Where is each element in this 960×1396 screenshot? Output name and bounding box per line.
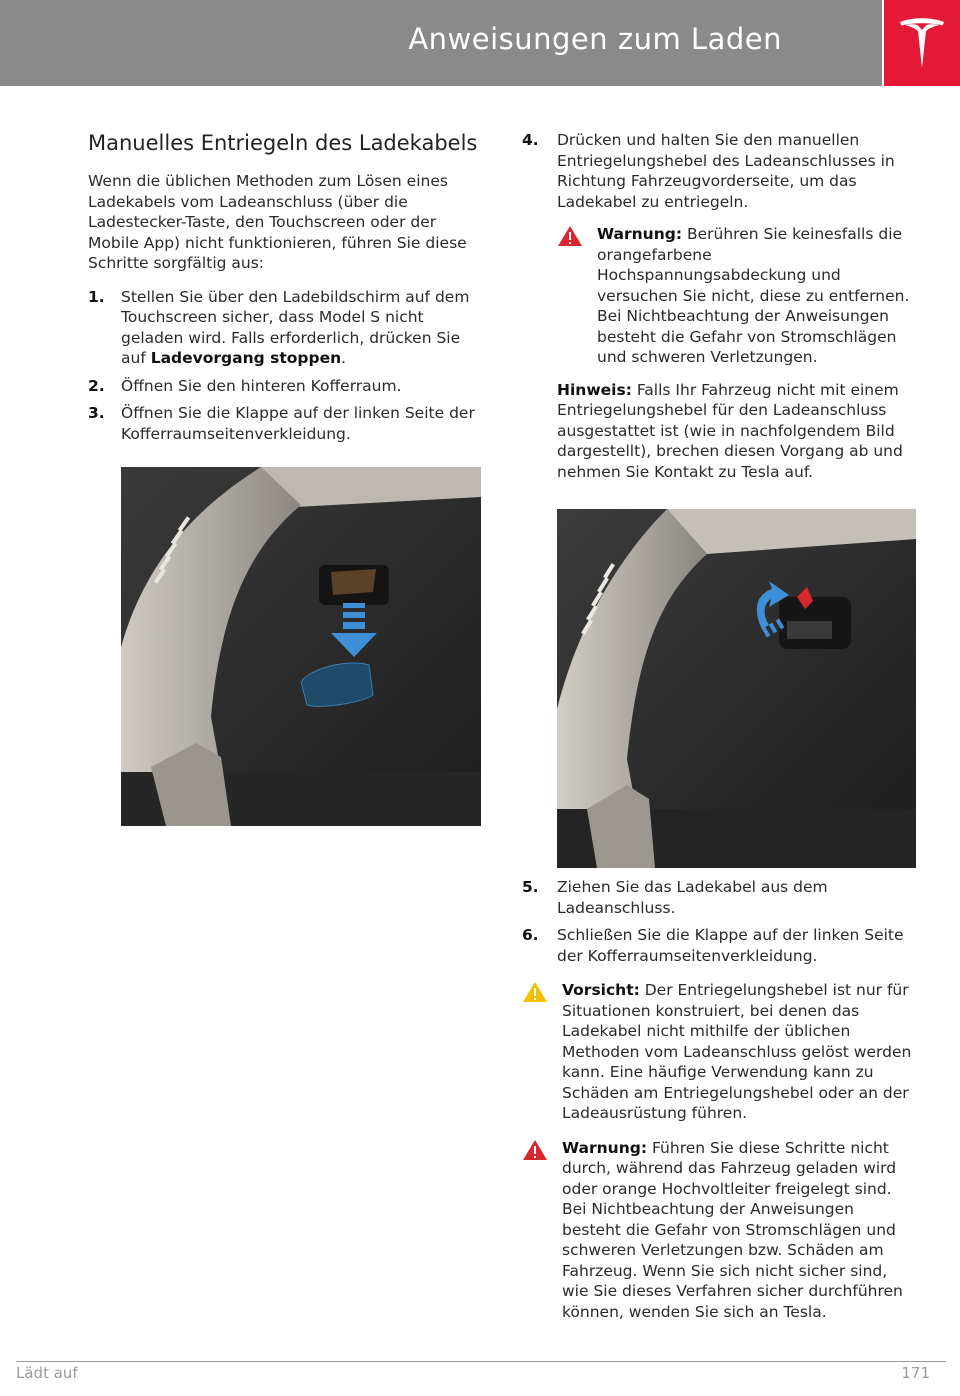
- warning-label: Warnung:: [597, 225, 683, 243]
- step-3: [88, 403, 483, 444]
- note-text: Falls Ihr Fahrzeug nicht mit einem Entriegelungshebel für den Ladeanschluss ausgestattet ist (wie in nachfolgendem Bild dargestellt), brechen diesen Vorgang ab und nehmen Sie Kontakt zu Tesla auf.: [557, 380, 903, 481]
- header-bar: [0, 0, 882, 86]
- steps-list: [88, 287, 483, 445]
- step-number: 2.: [88, 376, 105, 395]
- step-number: 6.: [522, 926, 539, 944]
- page-title: Anweisungen zum Laden: [408, 22, 782, 56]
- step-1: [88, 287, 483, 369]
- warning-text: Führen Sie diese Schritte nicht durch, während das Fahrzeug geladen wird oder orange Hochvoltleiter freigelegt sind. Bei Nichtbeachtung der Anweisungen besteht die Gefahr von Stromschlägen und schweren Verletzungen bzw. Schäden am Fahrzeug. Wenn Sie sich nicht sicher sind, wie Sie dieses Verfahren sicher durchführen können, wenden Sie sich an Tesla.: [562, 1138, 903, 1321]
- trunk-flap-photo: [121, 467, 481, 826]
- tesla-logo-icon: [898, 16, 946, 70]
- page-number: 171: [901, 1364, 930, 1382]
- caution-text: Der Entriegelungshebel ist nur für Situationen konstruiert, bei denen das Ladekabel nicht mithilfe der üblichen Methoden vom Ladeanschluss gelöst werden kann. Eine häufige Verwendung kann zu Schäden am Entriegelungshebel oder an der Ladeausrüstung führen.: [562, 981, 912, 1122]
- step-text: Öffnen Sie die Klappe auf der linken Seite der Kofferraumseitenverkleidung.: [121, 404, 475, 443]
- left-column: [88, 130, 483, 451]
- caution-icon: [522, 981, 548, 1003]
- step-text: Stellen Sie über den Ladebildschirm auf dem Touchscreen sicher, dass Model S nicht geladen wird. Falls erforderlich, drücken Sie auf: [121, 287, 470, 367]
- step-number: 4.: [522, 131, 539, 149]
- step-text: Drücken und halten Sie den manuellen Entriegelungshebel des Ladeanschlusses in Richtung Fahrzeugvorderseite, um das Ladekabel zu entriegeln.: [557, 131, 895, 211]
- step-text: Öffnen Sie den hinteren Kofferraum.: [121, 376, 402, 395]
- step-5: [522, 877, 917, 918]
- note-label: Hinweis:: [557, 380, 632, 399]
- section-title: Manuelles Entriegeln des Ladekabels: [88, 131, 478, 155]
- release-lever-photo: [557, 509, 916, 868]
- step-number: 3.: [88, 404, 105, 422]
- step-number: 1.: [88, 287, 105, 306]
- footer-section: Lädt auf: [16, 1364, 78, 1382]
- warning-icon: [522, 1139, 548, 1161]
- brand-logo: [884, 0, 960, 86]
- right-column: [522, 130, 917, 482]
- caution-label: Vorsicht:: [562, 981, 640, 999]
- step-bold-text: Ladevorgang stoppen: [150, 349, 342, 367]
- step-text-end: .: [341, 349, 347, 367]
- warning-notice: [557, 224, 917, 368]
- step-text: Ziehen Sie das Ladekabel aus dem Ladeanschluss.: [557, 878, 828, 917]
- step-2: [88, 376, 483, 397]
- step-number: 5.: [522, 878, 539, 896]
- right-column-lower: [522, 877, 917, 1322]
- intro-paragraph: Wenn die üblichen Methoden zum Lösen eines Ladekabels vom Ladeanschluss (über die Ladestecker-Taste, den Touchscreen oder der Mobile App) nicht funktionieren, führen Sie diese Schritte sorgfältig aus:: [88, 172, 467, 272]
- caution-notice: [522, 980, 917, 1124]
- warning-notice-2: [522, 1138, 917, 1323]
- warning-icon: [557, 225, 583, 247]
- footer-divider: [16, 1361, 946, 1362]
- step-4: [522, 130, 917, 212]
- warning-text: Berühren Sie keinesfalls die orangefarbene Hochspannungsabdeckung und versuchen Sie nicht, diese zu entfernen. Bei Nichtbeachtung der Anweisungen besteht die Gefahr von Stromschlägen und schweren Verletzungen.: [597, 225, 910, 366]
- step-6: [522, 925, 917, 966]
- warning-label: Warnung:: [562, 1138, 648, 1157]
- note-notice: [522, 380, 917, 483]
- step-text: Schließen Sie die Klappe auf der linken Seite der Kofferraumseitenverkleidung.: [557, 926, 904, 965]
